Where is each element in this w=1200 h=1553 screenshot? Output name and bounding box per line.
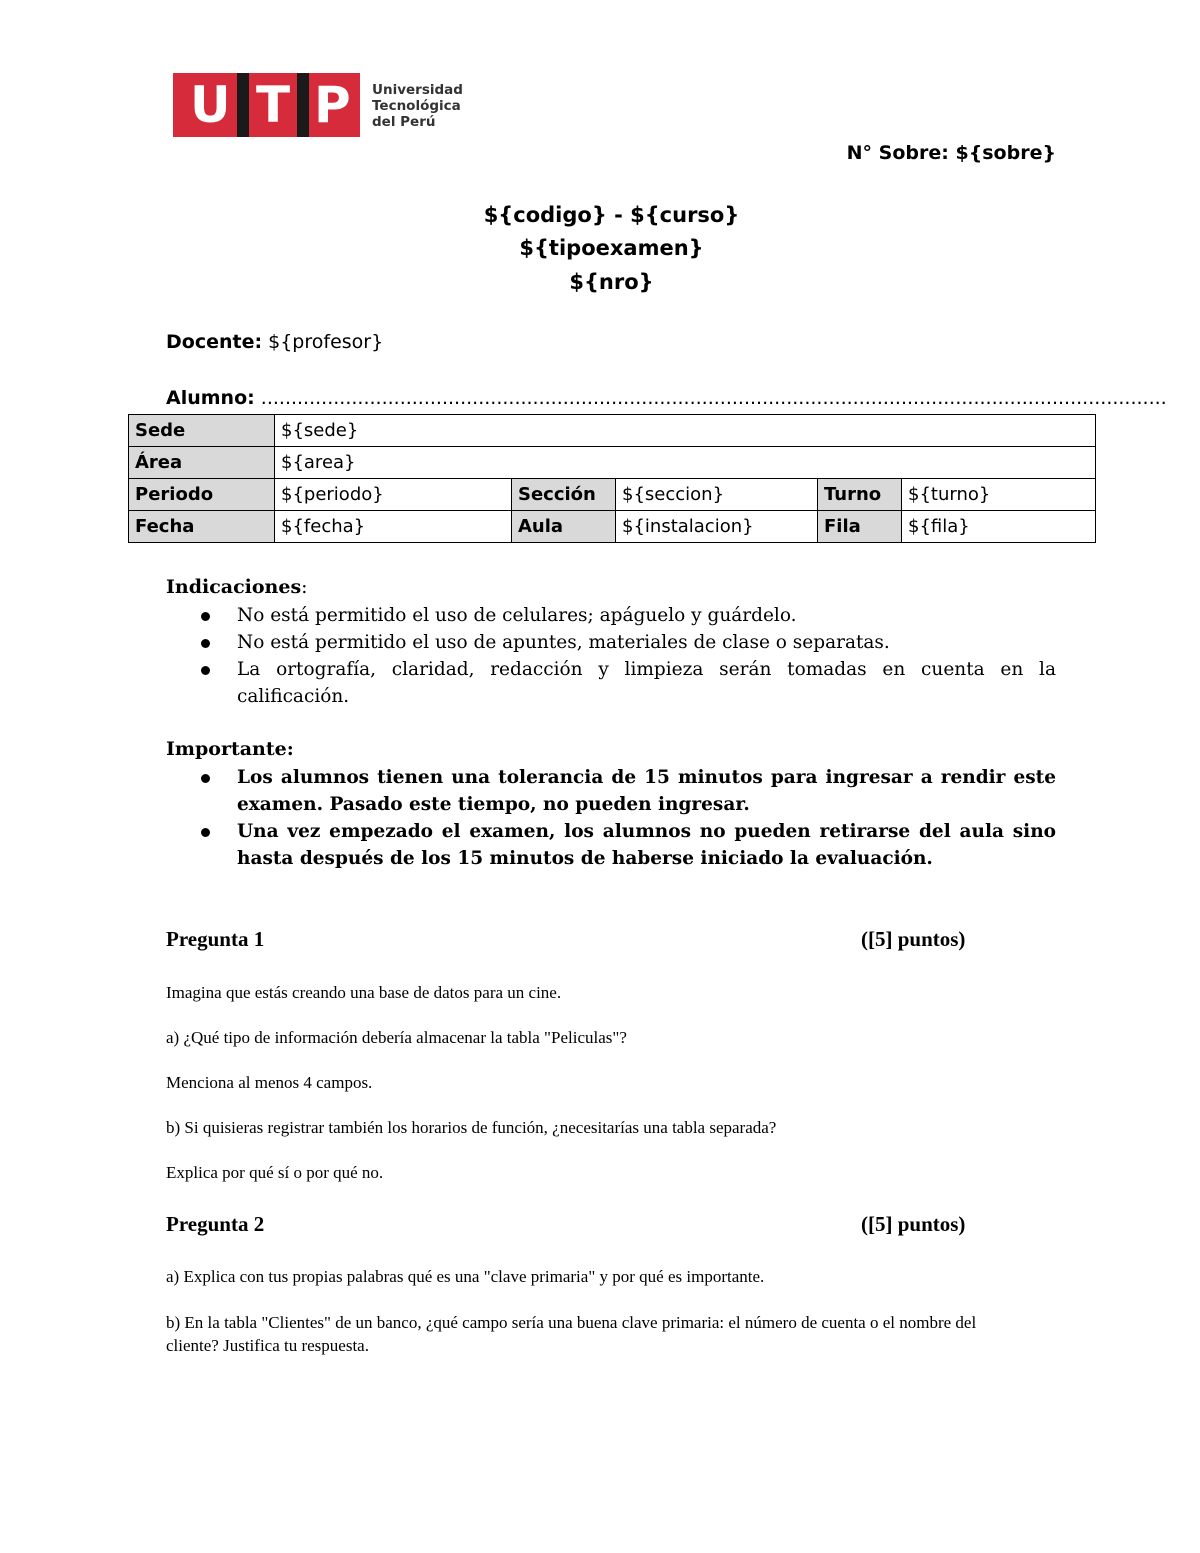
periodo-label: Periodo: [129, 479, 275, 511]
indicaciones-title: Indicaciones: [166, 576, 302, 598]
table-row: [129, 415, 1096, 447]
fila-label: Fila: [818, 511, 902, 543]
bullet-icon: [201, 828, 210, 837]
seccion-label: Sección: [512, 479, 616, 511]
indicacion-text: No está permitido el uso de celulares; apáguelo y guárdelo.: [237, 605, 797, 626]
pregunta-1-line: a) ¿Qué tipo de información debería almacenar la tabla "Peliculas"?: [166, 1028, 627, 1047]
aula-label: Aula: [512, 511, 616, 543]
docente-line: [166, 331, 383, 353]
periodo-value: ${periodo}: [275, 479, 512, 511]
area-label: Área: [129, 447, 275, 479]
alumno-line: [166, 387, 1167, 409]
seccion-value: ${seccion}: [616, 479, 818, 511]
logo-letter-u: U: [190, 76, 231, 134]
logo-line-2: Tecnológica: [372, 98, 461, 114]
pregunta-1-points: ([5] puntos): [861, 927, 966, 951]
pregunta-2-title: Pregunta 2: [166, 1212, 265, 1236]
list-item: [166, 629, 1056, 656]
bullet-icon: [201, 666, 210, 675]
pregunta-1-line: Menciona al menos 4 campos.: [166, 1073, 373, 1092]
alumno-label: Alumno:: [166, 387, 255, 409]
bullet-icon: [201, 612, 210, 621]
sobre-number: [847, 142, 1056, 164]
logo-separator: [297, 73, 309, 137]
indicaciones-heading: [166, 576, 308, 598]
indicacion-text: No está permitido el uso de apuntes, materiales de clase o separatas.: [237, 632, 890, 653]
indicaciones-list: [166, 602, 1056, 710]
indicaciones-colon: :: [301, 576, 308, 598]
exam-course-title: ${codigo} - ${curso}: [483, 203, 740, 227]
indicacion-text: La ortografía, claridad, redacción y limpieza serán tomadas en cuenta en la calificación.: [237, 659, 1056, 707]
pregunta-2-line: a) Explica con tus propias palabras qué es una "clave primaria" y por qué es importante.: [166, 1267, 765, 1286]
exam-number-title: ${nro}: [569, 270, 654, 294]
utp-logo: [173, 73, 463, 137]
importante-text: Los alumnos tienen una tolerancia de 15 minutos para ingresar a rendir este examen. Pasado este tiempo, no pueden ingresar.: [237, 767, 1056, 815]
logo-letter-p: P: [314, 76, 351, 134]
pregunta-2-line: b) En la tabla "Clientes" de un banco, ¿qué campo sería una buena clave primaria: el número de cuenta o el nombre del cliente? Justifica tu respuesta.: [166, 1313, 977, 1355]
sede-value: ${sede}: [275, 415, 1096, 447]
logo-red-block: [173, 73, 360, 137]
logo-line-1: Universidad: [372, 82, 463, 98]
logo-wordmark: [372, 82, 463, 130]
list-item: [166, 656, 1056, 710]
turno-label: Turno: [818, 479, 902, 511]
bullet-icon: [201, 774, 210, 783]
fecha-label: Fecha: [129, 511, 275, 543]
area-value: ${area}: [275, 447, 1096, 479]
pregunta-1-title: Pregunta 1: [166, 927, 265, 951]
pregunta-1-line: b) Si quisieras registrar también los horarios de función, ¿necesitarías una tabla separada?: [166, 1118, 777, 1137]
table-row: [129, 479, 1096, 511]
pregunta-2-points: ([5] puntos): [861, 1212, 966, 1236]
sobre-label: N° Sobre:: [846, 142, 949, 164]
table-row: [129, 511, 1096, 543]
exam-type-title: ${tipoexamen}: [519, 236, 704, 260]
docente-label: Docente:: [166, 331, 263, 353]
pregunta-1-line: Imagina que estás creando una base de datos para un cine.: [166, 983, 562, 1002]
importante-heading: Importante:: [166, 738, 294, 760]
logo-line-3: del Perú: [372, 114, 436, 130]
alumno-blank: ......................................................................................................................................................: [260, 387, 1167, 409]
table-row: [129, 447, 1096, 479]
list-item: [166, 602, 1056, 629]
exam-info-table: [128, 414, 1096, 543]
docente-value: ${profesor}: [268, 331, 384, 353]
sede-label: Sede: [129, 415, 275, 447]
turno-value: ${turno}: [902, 479, 1096, 511]
sobre-value: ${sobre}: [955, 142, 1056, 164]
fecha-value: ${fecha}: [275, 511, 512, 543]
importante-list: [166, 764, 1056, 872]
fila-value: ${fila}: [902, 511, 1096, 543]
list-item: [166, 764, 1056, 818]
list-item: [166, 818, 1056, 872]
pregunta-1-line: Explica por qué sí o por qué no.: [166, 1163, 384, 1182]
logo-letter-t: T: [256, 76, 291, 134]
importante-text: Una vez empezado el examen, los alumnos no pueden retirarse del aula sino hasta después de los 15 minutos de haberse iniciado la evaluación.: [237, 821, 1056, 869]
bullet-icon: [201, 639, 210, 648]
logo-separator: [237, 73, 249, 137]
aula-value: ${instalacion}: [616, 511, 818, 543]
